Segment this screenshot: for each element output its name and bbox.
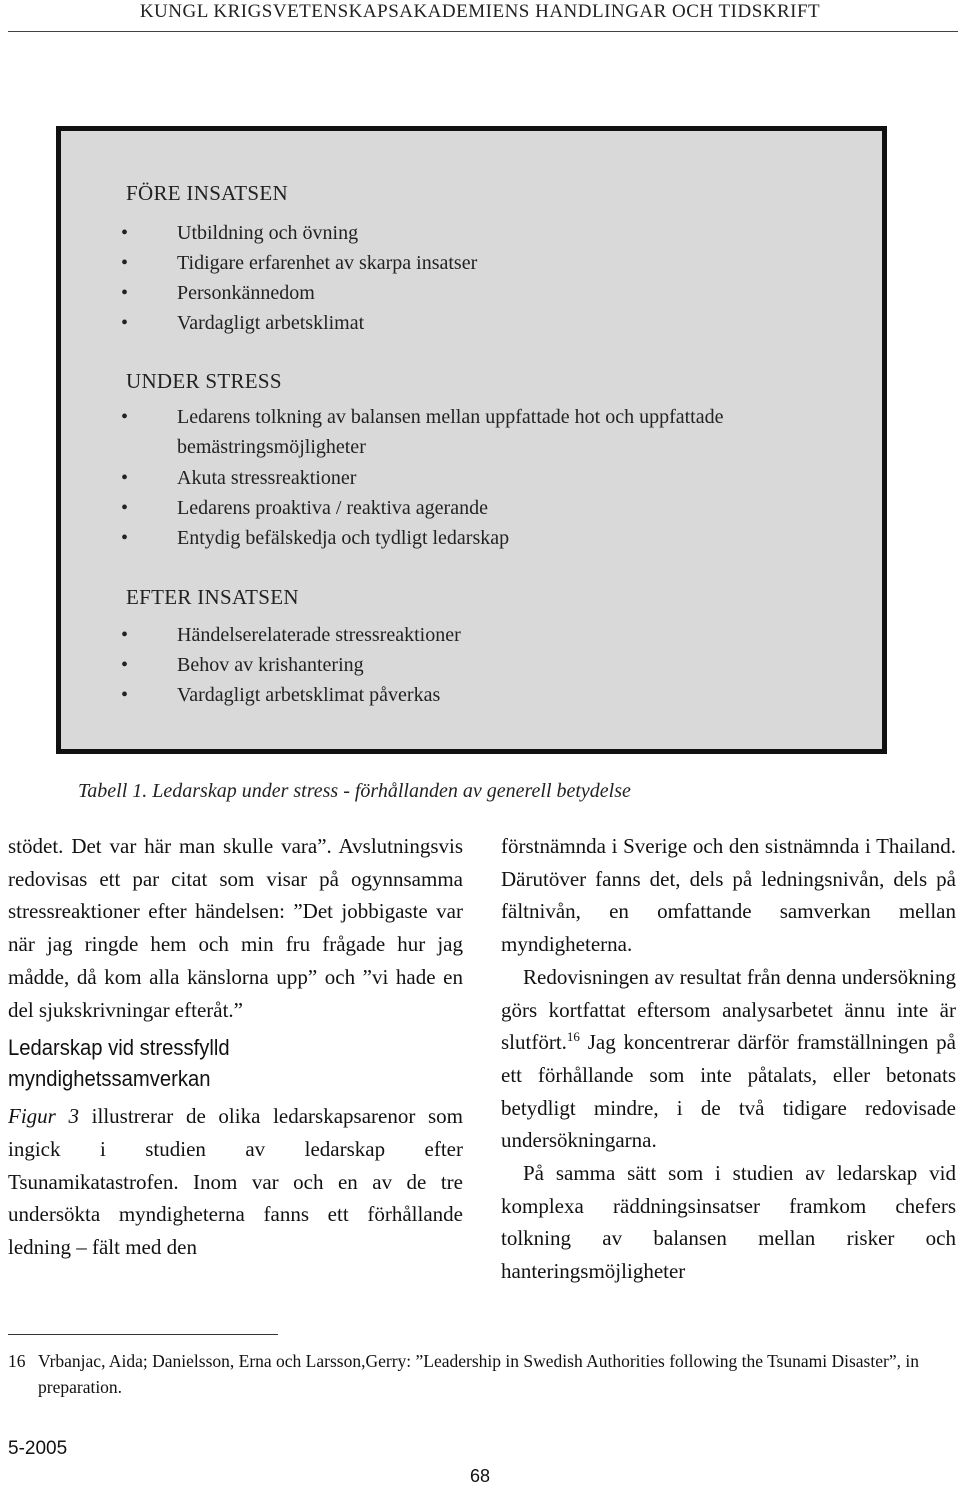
table-caption: Tabell 1. Ledarskap under stress - förhållanden av generell betydelse — [78, 780, 631, 802]
footnote-rule — [8, 1334, 278, 1335]
footnote-reference[interactable]: 16 — [566, 1029, 580, 1045]
footnote-number: 16 — [8, 1351, 26, 1371]
paragraph: förstnämnda i Sverige och den sistnämnda i Thailand. Därutöver fanns det, dels på ledningsnivån, dels på fältnivån, en omfattande samverkan mellan myndigheterna. — [501, 834, 956, 957]
edition-label: 5-2005 — [8, 1438, 68, 1459]
paragraph: Redovisningen av resultat från denna undersökning görs kortfattat eftersom analysarbetet ännu inte är slutfört.$^{16}$ Jag koncentrerar därför framställningen på ett förhållande som inte påtalats, eller betonats betydligt mindre, i de två tidigare redovisade undersökningarna. — [501, 964, 956, 1153]
paragraph: Figur 3 illustrerar de olika ledarskapsarenor som ingick i studien av ledarskap efter Tsunamikatastrofen. Inom var och en av de tre undersökta myndigheterna fanns ett förhållande ledning – fält med den — [8, 1104, 463, 1260]
table-box: FÖRE INSATSEN • Utbildning och övning • Tidigare erfarenhet av skarpa insatser • Personkännedom • Vardagligt arbetsklimat UNDER STRESS • Ledarens tolkning av balansen mellan uppfattade hot och uppfattade bemästringsmöjligheter • Akuta stressreaktioner • Ledarens proaktiva / reaktiva agerande • Entydig befälskedja och tydligt ledarskap EFTER INSATSEN • Händelserelaterade stressreaktioner • Behov av krishantering • Vardagligt arbetsklimat påverkas — [56, 126, 887, 754]
left-column — [8, 830, 463, 1264]
footnote — [8, 1348, 958, 1400]
figure-reference: Figur 3 — [8, 1104, 79, 1129]
page-number: 68 — [470, 1466, 491, 1486]
footnote-text: Vrbanjac, Aida; Danielsson, Erna och Larsson,Gerry: ”Leadership in Swedish Authorities following the Tsunami Disaster”, in preparation. — [38, 1351, 919, 1397]
section-title-fore: FÖRE INSATSEN — [126, 181, 289, 205]
paragraph: På samma sätt som i studien av ledarskap vid komplexa räddningsinsatser framkom chefers tolkning av balansen mellan risker och hanteringsmöjligheter — [501, 1161, 956, 1284]
header-rule — [8, 31, 958, 32]
section-title-under: UNDER STRESS — [126, 369, 282, 393]
section-title-efter: EFTER INSATSEN — [126, 585, 299, 609]
paragraph: stödet. Det var här man skulle vara”. Avslutningsvis redovisas ett par citat som visar på ogynnsamma stressreaktioner efter händelsen: ”Det jobbigaste var när jag ringde hem och min fru frågade hur jag mådde, då kom alla känslorna upp” och ”vi hade en del sjukskrivningar efteråt.” — [8, 834, 463, 1022]
right-column — [501, 830, 956, 1288]
section-subheading: Ledarskap vid stressfylld myndighetssamverkan — [8, 1035, 230, 1092]
running-header: KUNGL KRIGSVETENSKAPSAKADEMIENS HANDLINGAR OCH TIDSKRIFT — [139, 1, 821, 22]
